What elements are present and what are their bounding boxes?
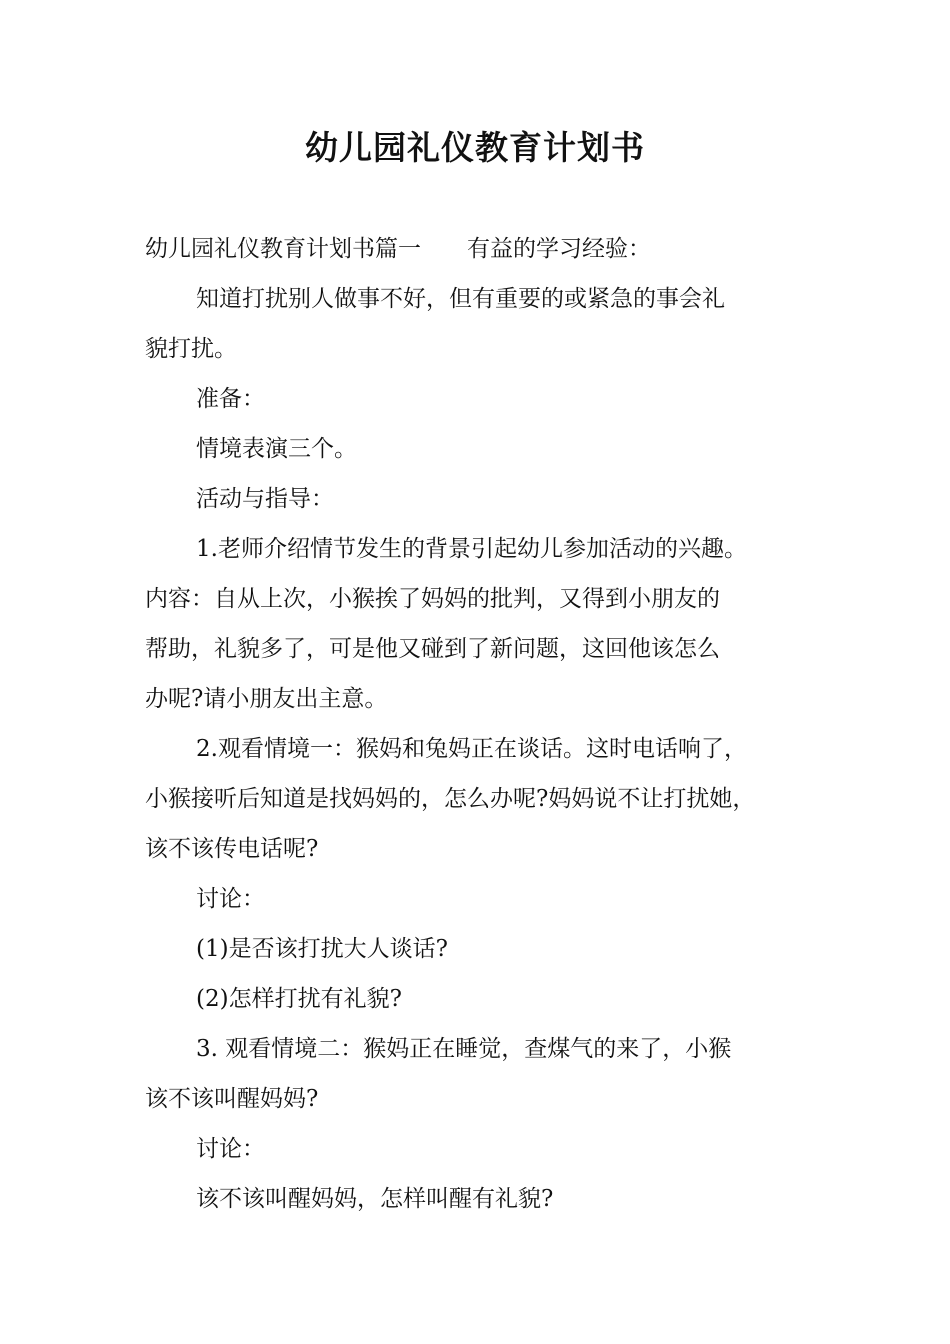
paragraph-line: 讨论： (196, 886, 265, 912)
paragraph-line: 帮助，礼貌多了，可是他又碰到了新问题，这回他该怎么 (145, 636, 720, 662)
paragraph-line: 小猴接听后知道是找妈妈的，怎么办呢?妈妈说不让打扰她， (145, 786, 756, 812)
paragraph-line: 该不该传电话呢? (145, 836, 319, 862)
paragraph-line: 1.老师介绍情节发生的背景引起幼儿参加活动的兴趣。 (196, 536, 747, 562)
paragraph-line: 貌打扰。 (145, 336, 237, 362)
paragraph-line: 活动与指导： (196, 486, 334, 512)
section-heading-line: 幼儿园礼仪教育计划书篇一 有益的学习经验： (145, 236, 651, 262)
paragraph-line: 讨论： (196, 1136, 265, 1162)
document-title: 幼儿园礼仪教育计划书 (305, 128, 645, 167)
paragraph-line: 3. 观看情境二：猴妈正在睡觉，查煤气的来了，小猴 (196, 1036, 732, 1062)
paragraph-line: (2)怎样打扰有礼貌? (196, 986, 402, 1012)
paragraph-line: (1)是否该打扰大人谈话? (196, 936, 448, 962)
paragraph-line: 该不该叫醒妈妈? (145, 1086, 319, 1112)
paragraph-line: 准备： (196, 386, 265, 412)
paragraph-line: 该不该叫醒妈妈，怎样叫醒有礼貌? (196, 1186, 554, 1212)
paragraph-line: 知道打扰别人做事不好，但有重要的或紧急的事会礼 (196, 286, 725, 312)
paragraph-line: 2.观看情境一：猴妈和兔妈正在谈话。这时电话响了， (196, 736, 747, 762)
paragraph-line: 情境表演三个。 (196, 436, 357, 462)
paragraph-line: 内容：自从上次，小猴挨了妈妈的批判，又得到小朋友的 (145, 586, 720, 612)
paragraph-line: 办呢?请小朋友出主意。 (145, 686, 388, 712)
